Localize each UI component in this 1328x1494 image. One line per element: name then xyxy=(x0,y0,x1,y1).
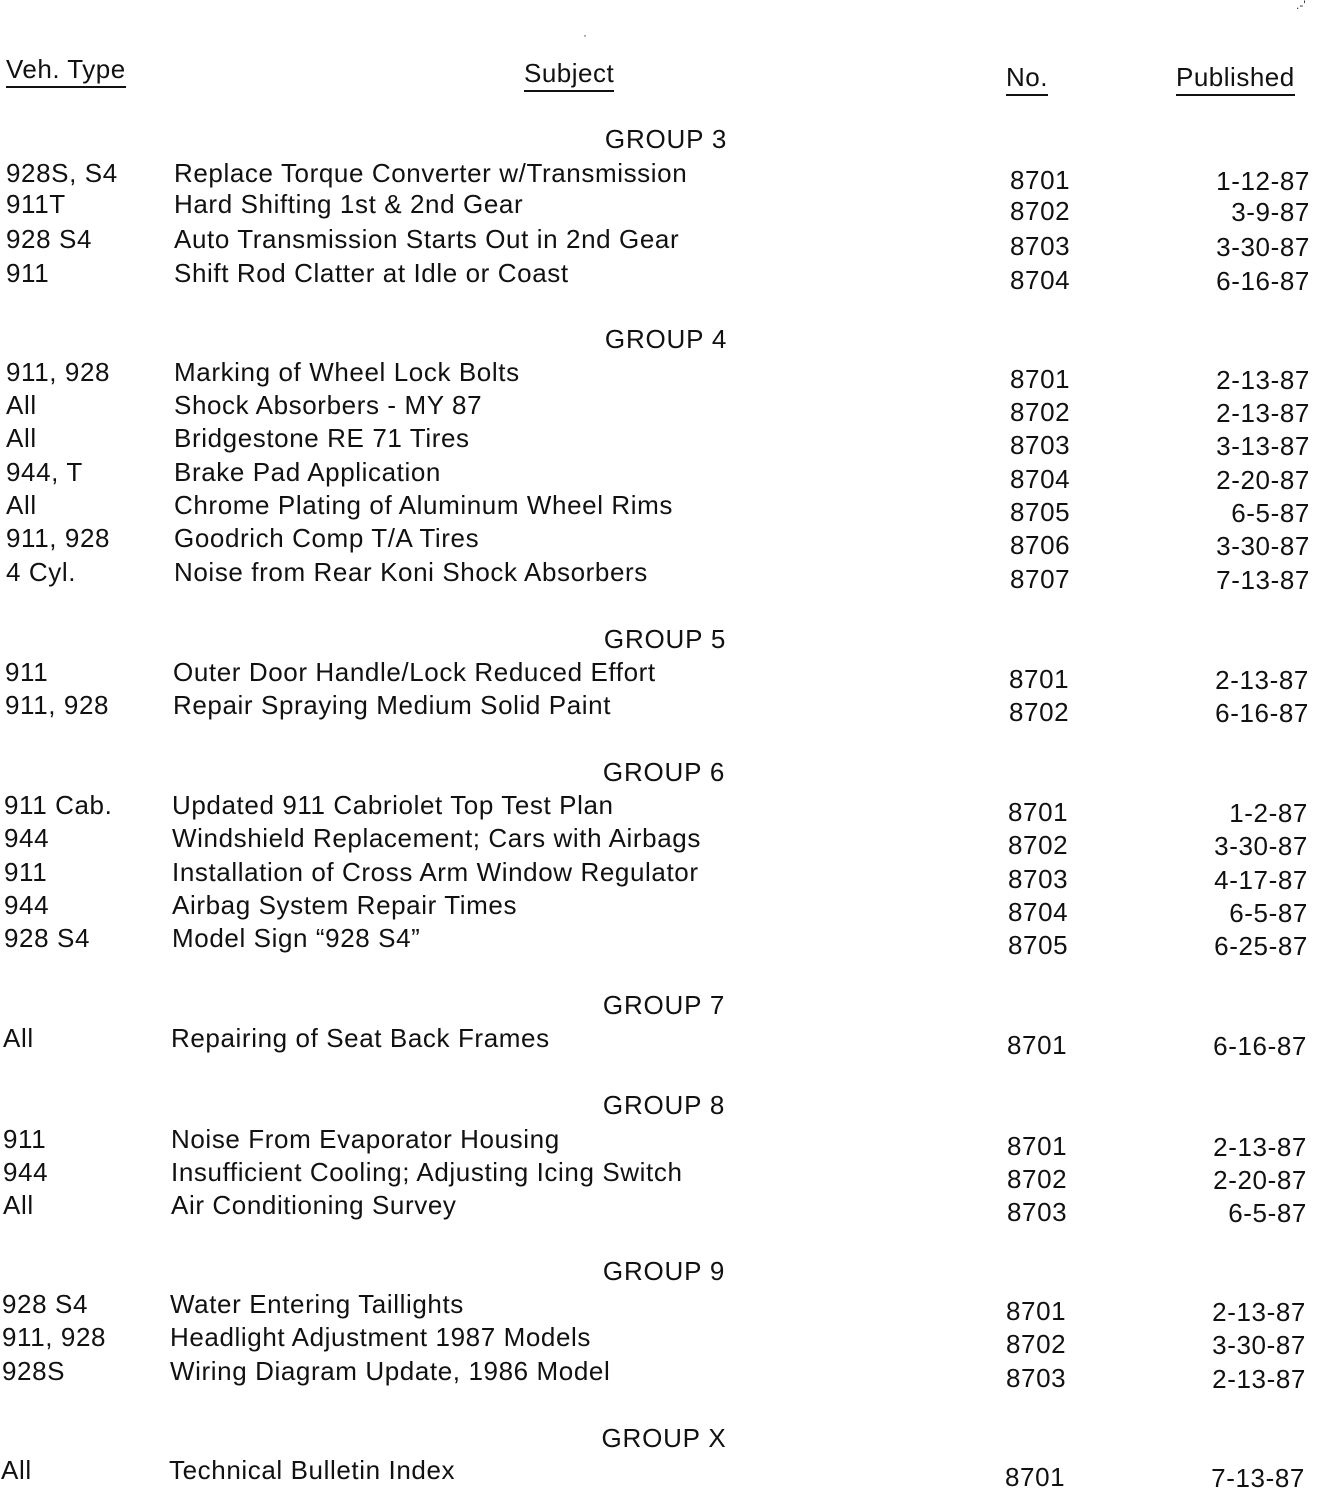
subject-cell: Shift Rod Clatter at Idle or Coast xyxy=(174,258,569,288)
bulletin-number-cell: 8704 xyxy=(1010,265,1071,295)
subject-cell: Repair Spraying Medium Solid Paint xyxy=(173,690,612,720)
bulletin-number-cell: 8703 xyxy=(1010,430,1071,460)
bulletin-number-cell: 8707 xyxy=(1010,564,1071,594)
header-published: Published xyxy=(1176,62,1295,96)
veh-type-cell: 911, 928 xyxy=(6,357,111,387)
veh-type-cell: All xyxy=(6,390,37,420)
published-date-cell: 6-5-87 xyxy=(1231,498,1310,528)
veh-type-cell: All xyxy=(6,423,37,453)
published-date-cell: 6-16-87 xyxy=(1215,698,1309,728)
bulletin-row xyxy=(0,1356,1324,1394)
veh-type-cell: 911 xyxy=(4,857,48,887)
bulletin-row xyxy=(0,357,1328,395)
group-title: GROUP 8 xyxy=(602,1090,726,1120)
published-date-cell: 2-13-87 xyxy=(1216,398,1310,428)
bulletin-row xyxy=(0,457,1328,495)
bulletin-number-cell: 8702 xyxy=(1008,830,1069,860)
veh-type-cell: 928S, S4 xyxy=(6,158,118,188)
scan-speck-corner: .-' xyxy=(1296,0,1306,12)
bulletin-row xyxy=(0,189,1328,227)
subject-cell: Goodrich Comp T/A Tires xyxy=(174,523,480,553)
subject-cell: Model Sign “928 S4” xyxy=(172,923,421,953)
bulletin-number-cell: 8702 xyxy=(1007,1164,1068,1194)
veh-type-cell: 911, 928 xyxy=(6,523,111,553)
veh-type-cell: 944, T xyxy=(6,457,83,487)
bulletin-number-cell: 8702 xyxy=(1009,697,1070,727)
subject-cell: Shock Absorbers - MY 87 xyxy=(174,390,483,420)
bulletin-row xyxy=(0,1455,1323,1493)
group-title: GROUP 9 xyxy=(602,1256,726,1286)
bulletin-row xyxy=(0,390,1328,428)
group-title: GROUP 3 xyxy=(604,124,728,154)
subject-cell: Air Conditioning Survey xyxy=(171,1190,457,1220)
bulletin-row xyxy=(0,557,1328,595)
published-date-cell: 1-12-87 xyxy=(1216,166,1310,196)
subject-cell: Bridgestone RE 71 Tires xyxy=(174,423,470,453)
veh-type-cell: 928 S4 xyxy=(2,1289,89,1319)
published-date-cell: 7-13-87 xyxy=(1216,565,1310,595)
bulletin-row xyxy=(0,890,1326,928)
header-subject: Subject xyxy=(524,58,614,92)
bulletin-number-cell: 8705 xyxy=(1010,497,1071,527)
veh-type-cell: 911 xyxy=(5,657,49,687)
subject-cell: Insufficient Cooling; Adjusting Icing Switch xyxy=(171,1157,683,1187)
published-date-cell: 3-30-87 xyxy=(1216,531,1310,561)
subject-cell: Repairing of Seat Back Frames xyxy=(171,1023,550,1053)
group-title: GROUP 5 xyxy=(603,624,727,654)
subject-cell: Installation of Cross Arm Window Regulator xyxy=(172,857,699,887)
group-title: GROUP 7 xyxy=(602,990,726,1020)
veh-type-cell: 944 xyxy=(3,1157,49,1187)
veh-type-cell: 944 xyxy=(4,890,50,920)
header-veh-type: Veh. Type xyxy=(6,54,126,88)
subject-cell: Auto Transmission Starts Out in 2nd Gear xyxy=(174,224,680,254)
published-date-cell: 7-13-87 xyxy=(1211,1463,1305,1493)
veh-type-cell: 911 Cab. xyxy=(4,790,113,820)
veh-type-cell: 911, 928 xyxy=(5,690,110,720)
published-date-cell: 3-30-87 xyxy=(1216,232,1310,262)
published-date-cell: 3-13-87 xyxy=(1216,431,1310,461)
bulletin-row xyxy=(0,258,1328,296)
bulletin-number-cell: 8701 xyxy=(1007,1131,1068,1161)
veh-type-cell: 944 xyxy=(4,823,50,853)
subject-cell: Chrome Plating of Aluminum Wheel Rims xyxy=(174,490,674,520)
bulletin-row xyxy=(0,490,1328,528)
bulletin-row xyxy=(0,1289,1324,1327)
bulletin-number-cell: 8704 xyxy=(1008,897,1069,927)
subject-cell: Marking of Wheel Lock Bolts xyxy=(174,357,520,387)
subject-cell: Airbag System Repair Times xyxy=(172,890,518,920)
bulletin-number-cell: 8701 xyxy=(1010,364,1071,394)
bulletin-number-cell: 8701 xyxy=(1008,797,1069,827)
veh-type-cell: All xyxy=(3,1190,34,1220)
bulletin-row xyxy=(0,857,1326,895)
veh-type-cell: 928 S4 xyxy=(4,923,91,953)
published-date-cell: 1-2-87 xyxy=(1229,798,1308,828)
bulletin-number-cell: 8701 xyxy=(1007,1030,1068,1060)
veh-type-cell: 911 xyxy=(3,1124,47,1154)
bulletin-row xyxy=(0,1190,1325,1228)
bulletin-number-cell: 8701 xyxy=(1009,664,1070,694)
veh-type-cell: All xyxy=(1,1455,32,1485)
bulletin-row xyxy=(0,790,1326,828)
bulletin-number-cell: 8701 xyxy=(1006,1296,1067,1326)
bulletin-number-cell: 8706 xyxy=(1010,530,1071,560)
bulletin-row xyxy=(0,823,1326,861)
subject-cell: Updated 911 Cabriolet Top Test Plan xyxy=(172,790,614,820)
published-date-cell: 3-9-87 xyxy=(1231,197,1310,227)
published-date-cell: 2-13-87 xyxy=(1215,665,1309,695)
published-date-cell: 6-5-87 xyxy=(1229,898,1308,928)
veh-type-cell: 928S xyxy=(2,1356,66,1386)
subject-cell: Replace Torque Converter w/Transmission xyxy=(174,158,688,188)
published-date-cell: 2-13-87 xyxy=(1212,1364,1306,1394)
veh-type-cell: All xyxy=(3,1023,34,1053)
subject-cell: Water Entering Taillights xyxy=(170,1289,464,1319)
veh-type-cell: All xyxy=(6,490,37,520)
veh-type-cell: 911 xyxy=(6,258,50,288)
bulletin-row xyxy=(0,224,1328,262)
group-title: GROUP X xyxy=(601,1423,727,1453)
subject-cell: Technical Bulletin Index xyxy=(169,1455,456,1485)
subject-cell: Noise from Rear Koni Shock Absorbers xyxy=(174,557,648,587)
bulletin-number-cell: 8703 xyxy=(1008,864,1069,894)
published-date-cell: 6-16-87 xyxy=(1216,266,1310,296)
published-date-cell: 6-25-87 xyxy=(1214,931,1308,961)
bulletin-number-cell: 8702 xyxy=(1010,397,1071,427)
bulletin-number-cell: 8702 xyxy=(1006,1329,1067,1359)
subject-cell: Wiring Diagram Update, 1986 Model xyxy=(170,1356,611,1386)
scan-speck: · xyxy=(583,28,587,42)
subject-cell: Brake Pad Application xyxy=(174,457,441,487)
bulletin-number-cell: 8705 xyxy=(1008,930,1069,960)
bulletin-row xyxy=(0,423,1328,461)
bulletin-number-cell: 8703 xyxy=(1007,1197,1068,1227)
bulletin-row xyxy=(0,1124,1325,1162)
published-date-cell: 2-13-87 xyxy=(1212,1297,1306,1327)
published-date-cell: 6-5-87 xyxy=(1228,1198,1307,1228)
published-date-cell: 4-17-87 xyxy=(1214,865,1308,895)
subject-cell: Noise From Evaporator Housing xyxy=(171,1124,560,1154)
bulletin-number-cell: 8701 xyxy=(1005,1462,1066,1492)
bulletin-row xyxy=(0,523,1328,561)
bulletin-row xyxy=(0,690,1327,728)
subject-cell: Headlight Adjustment 1987 Models xyxy=(170,1322,592,1352)
bulletin-row xyxy=(0,1322,1324,1360)
bulletin-number-cell: 8701 xyxy=(1010,165,1071,195)
bulletin-row xyxy=(0,923,1326,961)
published-date-cell: 3-30-87 xyxy=(1214,831,1308,861)
bulletin-row xyxy=(0,1157,1325,1195)
bulletin-number-cell: 8704 xyxy=(1010,464,1071,494)
veh-type-cell: 928 S4 xyxy=(6,224,93,254)
published-date-cell: 2-20-87 xyxy=(1216,465,1310,495)
subject-cell: Outer Door Handle/Lock Reduced Effort xyxy=(173,657,656,687)
veh-type-cell: 4 Cyl. xyxy=(6,557,77,587)
published-date-cell: 2-13-87 xyxy=(1216,365,1310,395)
subject-cell: Windshield Replacement; Cars with Airbags xyxy=(172,823,701,853)
published-date-cell: 6-16-87 xyxy=(1213,1031,1307,1061)
group-title: GROUP 6 xyxy=(602,757,726,787)
header-no: No. xyxy=(1006,62,1048,96)
veh-type-cell: 911, 928 xyxy=(2,1322,107,1352)
subject-cell: Hard Shifting 1st & 2nd Gear xyxy=(174,189,524,219)
bulletin-number-cell: 8703 xyxy=(1006,1363,1067,1393)
published-date-cell: 2-13-87 xyxy=(1213,1132,1307,1162)
bulletin-row xyxy=(0,1023,1325,1061)
bulletin-row xyxy=(0,657,1327,695)
group-title: GROUP 4 xyxy=(604,324,728,354)
bulletin-number-cell: 8703 xyxy=(1010,231,1071,261)
bulletin-number-cell: 8702 xyxy=(1010,196,1071,226)
published-date-cell: 3-30-87 xyxy=(1212,1330,1306,1360)
veh-type-cell: 911T xyxy=(6,189,66,219)
published-date-cell: 2-20-87 xyxy=(1213,1165,1307,1195)
bulletin-row xyxy=(0,158,1328,196)
